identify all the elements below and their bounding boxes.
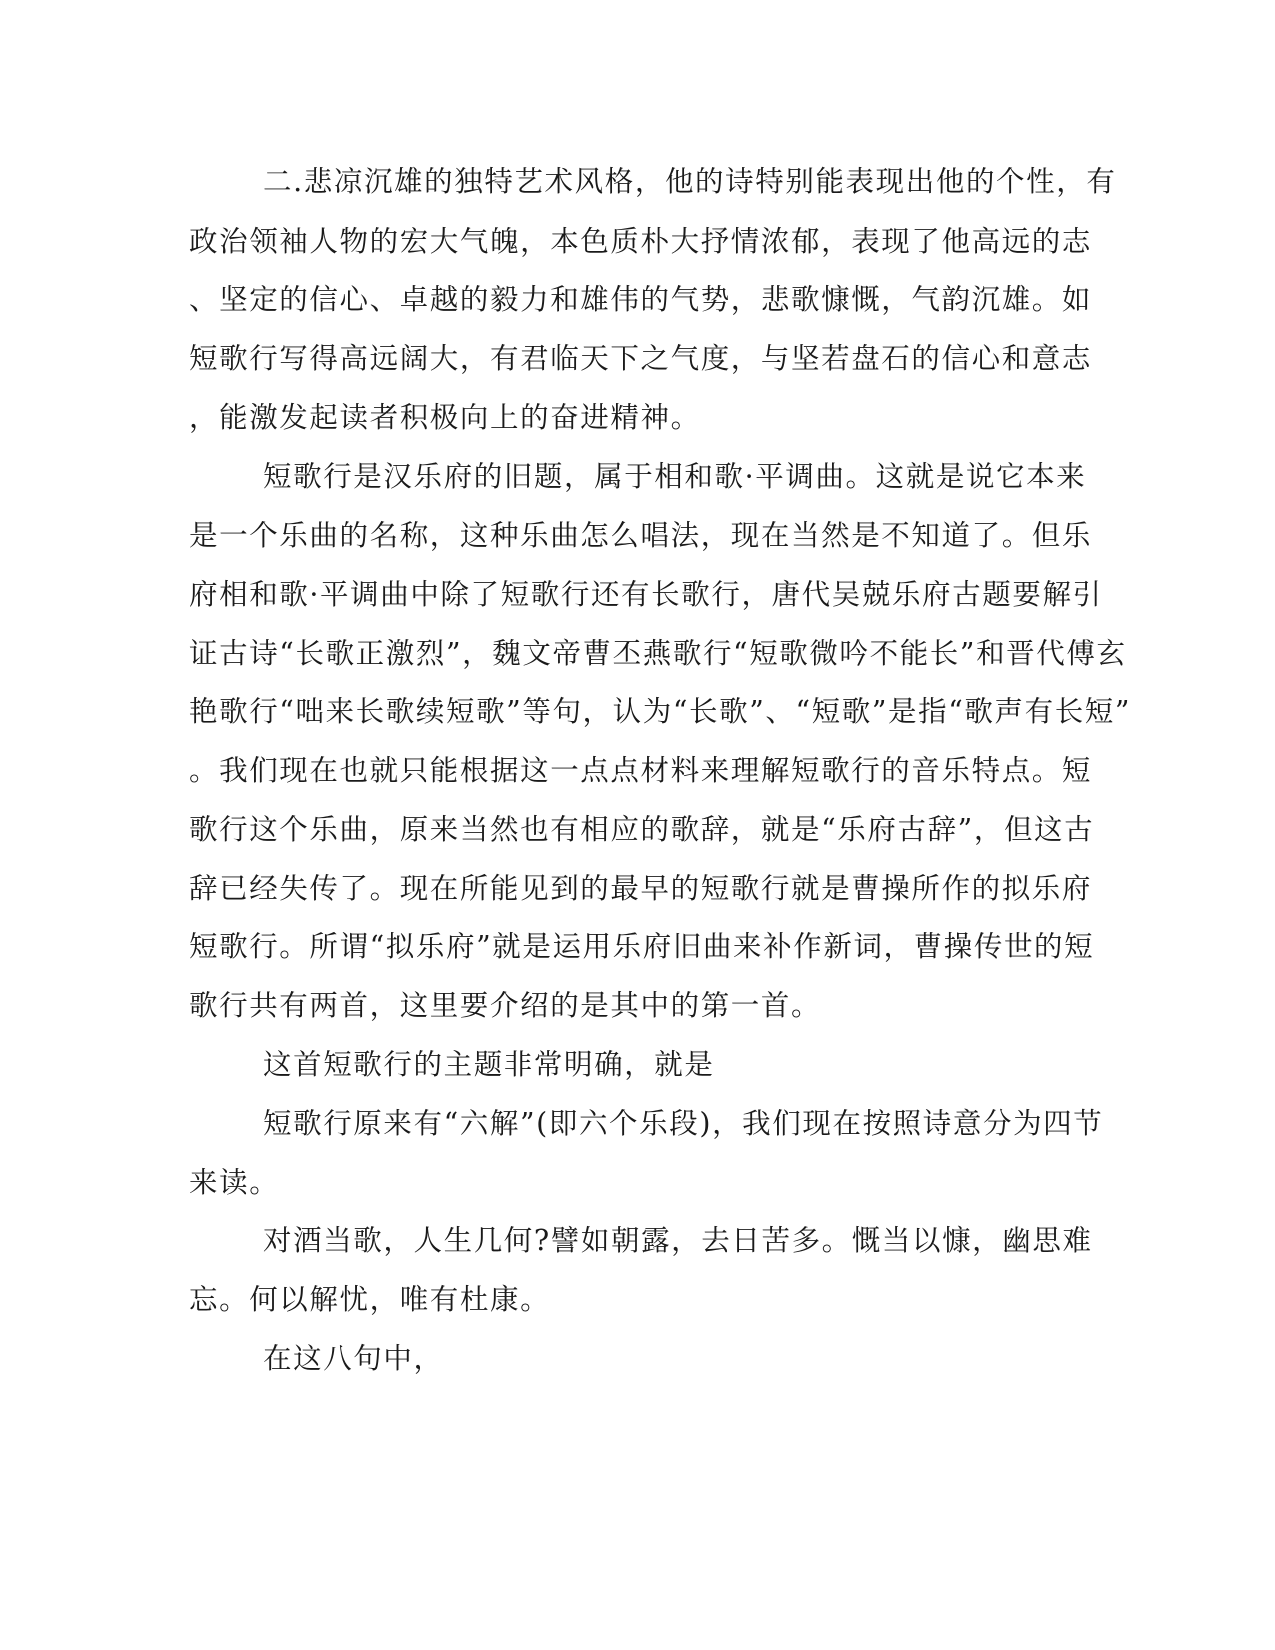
text-line: 短歌行。所谓“拟乐府”就是运用乐府旧曲来补作新词，曹操传世的短 (189, 930, 1095, 963)
text-line: 短歌行是汉乐府的旧题，属于相和歌·平调曲。这就是说它本来 (263, 460, 1087, 493)
text-line: 在这八句中， (263, 1342, 444, 1375)
text-line: 是一个乐曲的名称，这种乐曲怎么唱法，现在当然是不知道了。但乐 (189, 519, 1093, 552)
text-line: 辞已经失传了。现在所能见到的最早的短歌行就是曹操所作的拟乐府 (189, 872, 1093, 905)
text-line: 来读。 (189, 1166, 280, 1199)
text-line: 证古诗“长歌正激烈”，魏文帝曹丕燕歌行“短歌微吟不能长”和晋代傅玄 (189, 637, 1127, 670)
text-line: 忘。何以解忧，唯有杜康。 (189, 1283, 551, 1316)
text-line: 歌行这个乐曲，原来当然也有相应的歌辞，就是“乐府古辞”，但这古 (189, 813, 1095, 846)
text-line: 二.悲凉沉雄的独特艺术风格，他的诗特别能表现出他的个性，有 (263, 165, 1117, 198)
text-line: 对酒当歌，人生几何?譬如朝露，去日苦多。慨当以慷，幽思难 (263, 1224, 1093, 1257)
text-line: 短歌行原来有“六解”(即六个乐段)，我们现在按照诗意分为四节 (263, 1107, 1104, 1140)
text-line: 艳歌行“咄来长歌续短歌”等句，认为“长歌”、“短歌”是指“歌声有长短” (189, 695, 1132, 728)
text-line: 、坚定的信心、卓越的毅力和雄伟的气势，悲歌慷慨，气韵沉雄。如 (189, 283, 1093, 316)
text-line: 短歌行写得高远阔大，有君临天下之气度，与坚若盘石的信心和意志 (189, 342, 1093, 375)
text-line: 府相和歌·平调曲中除了短歌行还有长歌行，唐代吴兢乐府古题要解引 (189, 578, 1103, 611)
text-line: 这首短歌行的主题非常明确，就是 (263, 1048, 715, 1081)
text-line: 。我们现在也就只能根据这一点点材料来理解短歌行的音乐特点。短 (189, 754, 1093, 787)
text-line: 歌行共有两首，这里要介绍的是其中的第一首。 (189, 989, 822, 1022)
text-line: 政治领袖人物的宏大气魄，本色质朴大抒情浓郁，表现了他高远的志 (189, 225, 1093, 258)
text-line: ，能激发起读者积极向上的奋进精神。 (189, 401, 701, 434)
